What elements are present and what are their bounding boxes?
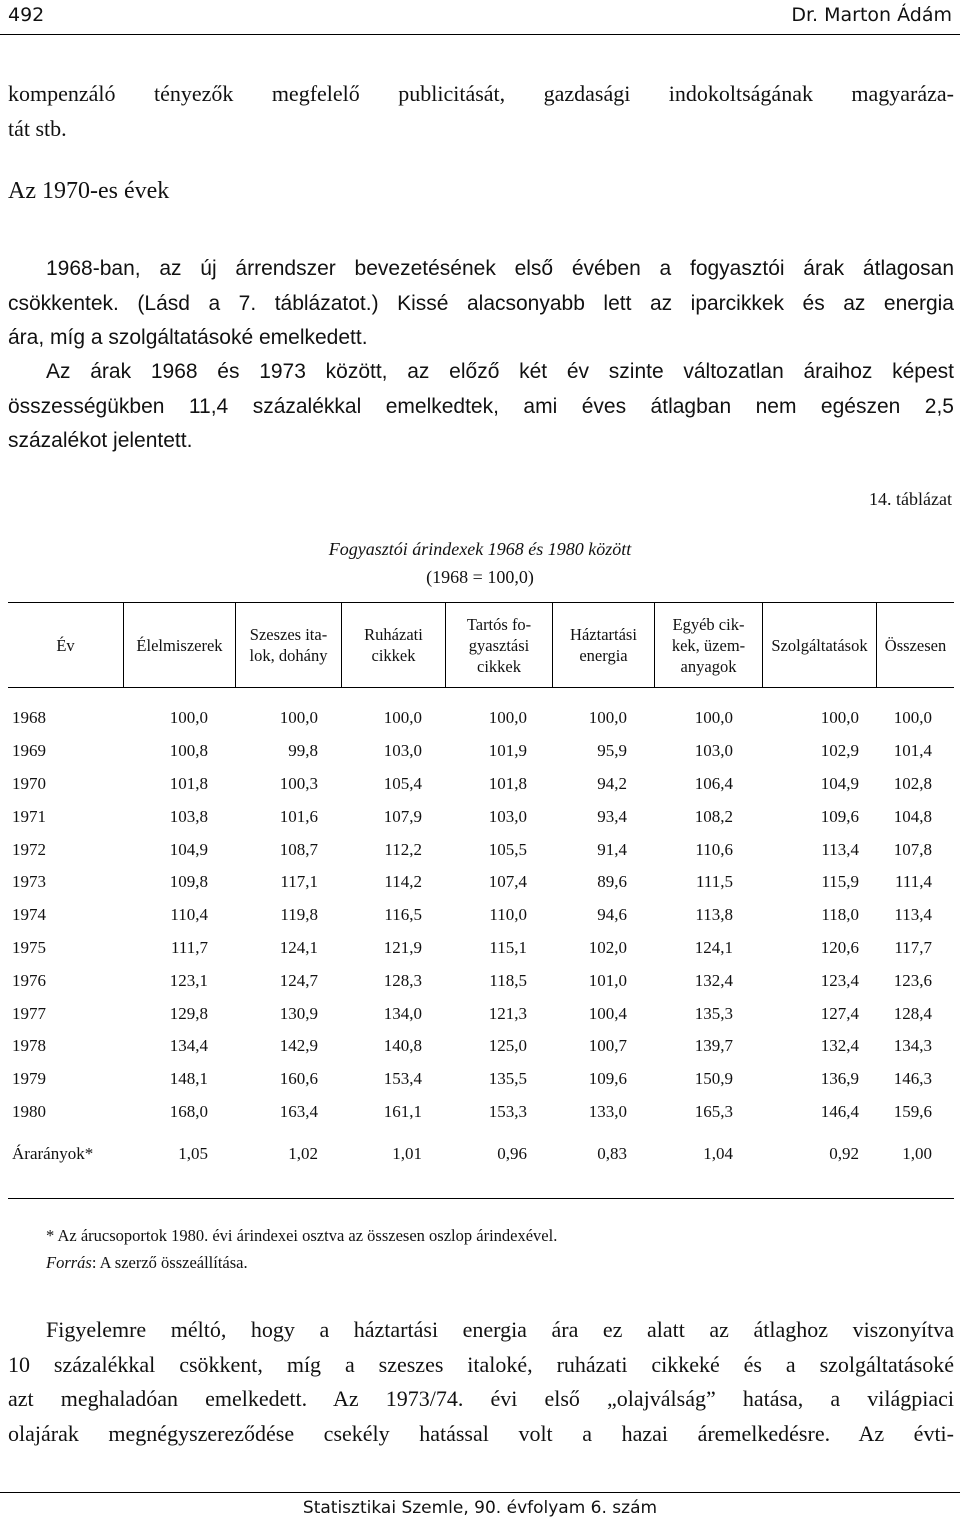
cell-clothing: 100,0	[383, 708, 422, 728]
cell-total: 128,4	[893, 1003, 932, 1023]
table-row	[8, 1030, 954, 1063]
cell-household-energy: 100,4	[588, 1003, 627, 1023]
paragraph-1-line-3: ára, míg a szolgáltatásoké emelkedett.	[8, 326, 368, 349]
price-index-table	[8, 602, 954, 1199]
paragraph-2-line-3: százalékot jelentett.	[8, 429, 193, 452]
cell-other-goods: 135,3	[694, 1003, 733, 1023]
cell-food: 109,8	[169, 872, 208, 892]
cell-total: 100,0	[893, 708, 932, 728]
cell-services: 104,9	[820, 773, 859, 793]
paragraph-2-line-1: Az árak 1968 és 1973 között, az előző két év szinte változatlan áraihoz képest	[46, 360, 954, 383]
cell-food: 100,0	[169, 708, 208, 728]
table-row	[8, 800, 954, 833]
cell-food: 110,4	[170, 905, 208, 925]
header-other-goods: Egyéb cik- kek, üzem- anyagok	[655, 603, 763, 687]
cell-clothing: 114,2	[384, 872, 422, 892]
table-row	[8, 833, 954, 866]
cell-durables: 115,1	[489, 937, 527, 957]
cell-other-goods: 139,7	[694, 1036, 733, 1056]
cell-durables: 135,5	[488, 1069, 527, 1089]
cell-other-goods: 103,0	[694, 741, 733, 761]
running-author: Dr. Marton Ádám	[791, 4, 952, 26]
cell-clothing: 128,3	[383, 970, 422, 990]
cell-year: 1978	[12, 1036, 46, 1056]
section-title: Az 1970-es évek	[8, 178, 170, 204]
header-clothing: Ruházati cikkek	[342, 603, 446, 687]
cell-services: 127,4	[820, 1003, 859, 1023]
cell-total: 113,4	[894, 905, 932, 925]
cell-durables: 0,96	[497, 1144, 527, 1164]
cell-services: 146,4	[820, 1101, 859, 1121]
cell-clothing: 140,8	[383, 1036, 422, 1056]
cell-services: 120,6	[820, 937, 859, 957]
cell-household-energy: 133,0	[588, 1101, 627, 1121]
cell-household-energy: 0,83	[597, 1144, 627, 1164]
cell-total: 123,6	[893, 970, 932, 990]
table-row	[8, 932, 954, 965]
cell-clothing: 103,0	[383, 741, 422, 761]
cell-other-goods: 150,9	[694, 1069, 733, 1089]
cell-year: 1976	[12, 970, 46, 990]
cell-clothing: 107,9	[383, 806, 422, 826]
cell-total: 146,3	[893, 1069, 932, 1089]
cell-household-energy: 94,2	[597, 773, 627, 793]
cell-other-goods: 110,6	[695, 839, 733, 859]
intro-paragraph	[8, 77, 954, 146]
cell-services: 100,0	[820, 708, 859, 728]
cell-other-goods: 124,1	[694, 937, 733, 957]
cell-services: 136,9	[820, 1069, 859, 1089]
cell-year: 1975	[12, 937, 46, 957]
cell-year: 1969	[12, 741, 46, 761]
header-food: Élelmiszerek	[124, 603, 236, 687]
cell-other-goods: 165,3	[694, 1101, 733, 1121]
cell-total: 101,4	[893, 741, 932, 761]
cell-alcohol-tobacco: 99,8	[288, 741, 318, 761]
cell-year: 1968	[12, 708, 46, 728]
cell-alcohol-tobacco: 124,1	[279, 937, 318, 957]
cell-other-goods: 108,2	[694, 806, 733, 826]
table-row	[8, 964, 954, 997]
cell-clothing: 121,9	[383, 937, 422, 957]
table-row	[8, 1063, 954, 1096]
cell-year: 1979	[12, 1069, 46, 1089]
intro-line-2: tát stb.	[8, 115, 67, 141]
cell-services: 115,9	[821, 872, 859, 892]
table-body	[8, 688, 954, 1176]
cell-total: 117,7	[894, 937, 932, 957]
cell-total: 107,8	[893, 839, 932, 859]
source-text: : A szerző összeállítása.	[91, 1253, 248, 1272]
cell-alcohol-tobacco: 163,4	[279, 1101, 318, 1121]
cell-food: 168,0	[169, 1101, 208, 1121]
cell-services: 123,4	[820, 970, 859, 990]
cell-services: 102,9	[820, 741, 859, 761]
cell-durables: 153,3	[488, 1101, 527, 1121]
page-number: 492	[8, 4, 45, 26]
cell-alcohol-tobacco: 130,9	[279, 1003, 318, 1023]
table-row	[8, 997, 954, 1030]
cell-alcohol-tobacco: 100,0	[279, 708, 318, 728]
journal-name: Statisztikai Szemle, 90. évfolyam 6. szám	[302, 1498, 658, 1518]
cell-food: 129,8	[169, 1003, 208, 1023]
cell-other-goods: 113,8	[695, 905, 733, 925]
paragraph-3-line-4: olajárak megnégyszereződése csekély hatással volt a hazai áremelkedésre. Az évti-	[8, 1420, 954, 1446]
cell-other-goods: 1,04	[703, 1144, 733, 1164]
cell-food: 100,8	[169, 741, 208, 761]
cell-year: 1972	[12, 839, 46, 859]
cell-clothing: 153,4	[383, 1069, 422, 1089]
header-year: Év	[8, 603, 124, 687]
cell-household-energy: 100,0	[588, 708, 627, 728]
cell-services: 113,4	[821, 839, 859, 859]
cell-durables: 125,0	[488, 1036, 527, 1056]
cell-durables: 118,5	[489, 970, 527, 990]
running-header	[0, 0, 960, 35]
table-title: Fogyasztói árindexek 1968 és 1980 között	[328, 539, 632, 559]
header-household-energy: Háztartási energia	[553, 603, 655, 687]
cell-other-goods: 100,0	[694, 708, 733, 728]
table-subtitle: (1968 = 100,0)	[426, 567, 534, 587]
cell-year: Árarányok*	[12, 1144, 94, 1164]
cell-total: 1,00	[902, 1144, 932, 1164]
running-footer	[0, 1492, 960, 1518]
cell-year: 1973	[12, 872, 46, 892]
paragraph-2	[8, 355, 954, 459]
cell-total: 102,8	[893, 773, 932, 793]
cell-durables: 100,0	[488, 708, 527, 728]
table-row	[8, 899, 954, 932]
cell-year: 1971	[12, 806, 46, 826]
cell-durables: 110,0	[489, 905, 527, 925]
cell-durables: 101,8	[488, 773, 527, 793]
table-source	[46, 1253, 248, 1273]
cell-total: 111,4	[895, 872, 932, 892]
cell-food: 101,8	[169, 773, 208, 793]
header-alcohol-tobacco: Szeszes ita- lok, dohány	[236, 603, 342, 687]
paragraph-2-line-2: összességükben 11,4 százalékkal emelkedtek, ami éves átlagban nem egészen 2,5	[8, 394, 954, 418]
cell-household-energy: 102,0	[588, 937, 627, 957]
cell-services: 118,0	[821, 905, 859, 925]
cell-other-goods: 106,4	[694, 773, 733, 793]
cell-clothing: 112,2	[384, 839, 422, 859]
cell-durables: 107,4	[488, 872, 527, 892]
intro-line-1: kompenzáló tényezők megfelelő publicitását, gazdasági indokoltságának magyaráza-	[8, 81, 954, 106]
cell-clothing: 134,0	[383, 1003, 422, 1023]
cell-services: 132,4	[820, 1036, 859, 1056]
cell-year: 1974	[12, 905, 46, 925]
ratio-row	[8, 1136, 954, 1176]
cell-food: 123,1	[169, 970, 208, 990]
cell-alcohol-tobacco: 119,8	[280, 905, 318, 925]
cell-household-energy: 95,9	[597, 741, 627, 761]
cell-household-energy: 101,0	[588, 970, 627, 990]
cell-alcohol-tobacco: 160,6	[279, 1069, 318, 1089]
cell-household-energy: 91,4	[597, 839, 627, 859]
paragraph-3-line-2: 10 százalékkal csökkent, míg a szeszes italoké, ruházati cikkeké és a szolgáltatásoké	[8, 1351, 954, 1377]
cell-alcohol-tobacco: 142,9	[279, 1036, 318, 1056]
cell-other-goods: 111,5	[696, 872, 733, 892]
cell-total: 159,6	[893, 1101, 932, 1121]
cell-clothing: 116,5	[384, 905, 422, 925]
paragraph-3-line-3: azt meghaladóan emelkedett. Az 1973/74. évi első „olajválság” hatása, a világpiaci	[8, 1386, 954, 1411]
table-header-row	[8, 603, 954, 688]
cell-alcohol-tobacco: 108,7	[279, 839, 318, 859]
paragraph-1	[8, 252, 954, 356]
cell-services: 0,92	[829, 1144, 859, 1164]
cell-alcohol-tobacco: 124,7	[279, 970, 318, 990]
cell-year: 1970	[12, 773, 46, 793]
cell-clothing: 1,01	[392, 1144, 422, 1164]
cell-alcohol-tobacco: 1,02	[288, 1144, 318, 1164]
table-label: 14. táblázat	[869, 489, 952, 509]
cell-food: 111,7	[171, 937, 208, 957]
cell-clothing: 161,1	[383, 1101, 422, 1121]
cell-alcohol-tobacco: 101,6	[279, 806, 318, 826]
cell-durables: 101,9	[488, 741, 527, 761]
header-total: Összesen	[884, 635, 947, 655]
cell-year: 1977	[12, 1003, 46, 1023]
cell-alcohol-tobacco: 100,3	[279, 773, 318, 793]
cell-year: 1980	[12, 1101, 46, 1121]
header-durables: Tartós fo- gyasztási cikkek	[446, 603, 553, 687]
source-label: Forrás	[46, 1253, 92, 1272]
table-row	[8, 1096, 954, 1129]
paragraph-1-line-1: 1968-ban, az új árrendszer bevezetésének első évében a fogyasztói árak átlagosan	[46, 257, 954, 280]
cell-durables: 105,5	[488, 839, 527, 859]
paragraph-3-line-1: Figyelemre méltó, hogy a háztartási energia ára ez alatt az átlaghoz viszonyítva	[46, 1317, 954, 1342]
cell-total: 134,3	[893, 1036, 932, 1056]
cell-other-goods: 132,4	[694, 970, 733, 990]
cell-household-energy: 100,7	[588, 1036, 627, 1056]
table-footnote: * Az árucsoportok 1980. évi árindexei osztva az összesen oszlop árindexével.	[46, 1226, 558, 1245]
table-row	[8, 735, 954, 768]
cell-food: 1,05	[178, 1144, 208, 1164]
cell-food: 148,1	[169, 1069, 208, 1089]
cell-durables: 103,0	[488, 806, 527, 826]
cell-clothing: 105,4	[383, 773, 422, 793]
paragraph-3	[8, 1313, 954, 1451]
paragraph-1-line-2: csökkentek. (Lásd a 7. táblázatot.) Kissé alacsonyabb lett az iparcikkek és az energia	[8, 291, 954, 315]
cell-durables: 121,3	[488, 1003, 527, 1023]
cell-services: 109,6	[820, 806, 859, 826]
cell-food: 103,8	[169, 806, 208, 826]
table-row	[8, 866, 954, 899]
header-services: Szolgáltatások	[763, 603, 877, 687]
cell-household-energy: 94,6	[597, 905, 627, 925]
cell-food: 134,4	[169, 1036, 208, 1056]
cell-alcohol-tobacco: 117,1	[280, 872, 318, 892]
cell-household-energy: 89,6	[597, 872, 627, 892]
cell-household-energy: 109,6	[588, 1069, 627, 1089]
cell-household-energy: 93,4	[597, 806, 627, 826]
table-row	[8, 768, 954, 801]
cell-food: 104,9	[169, 839, 208, 859]
cell-total: 104,8	[893, 806, 932, 826]
table-row	[8, 702, 954, 735]
